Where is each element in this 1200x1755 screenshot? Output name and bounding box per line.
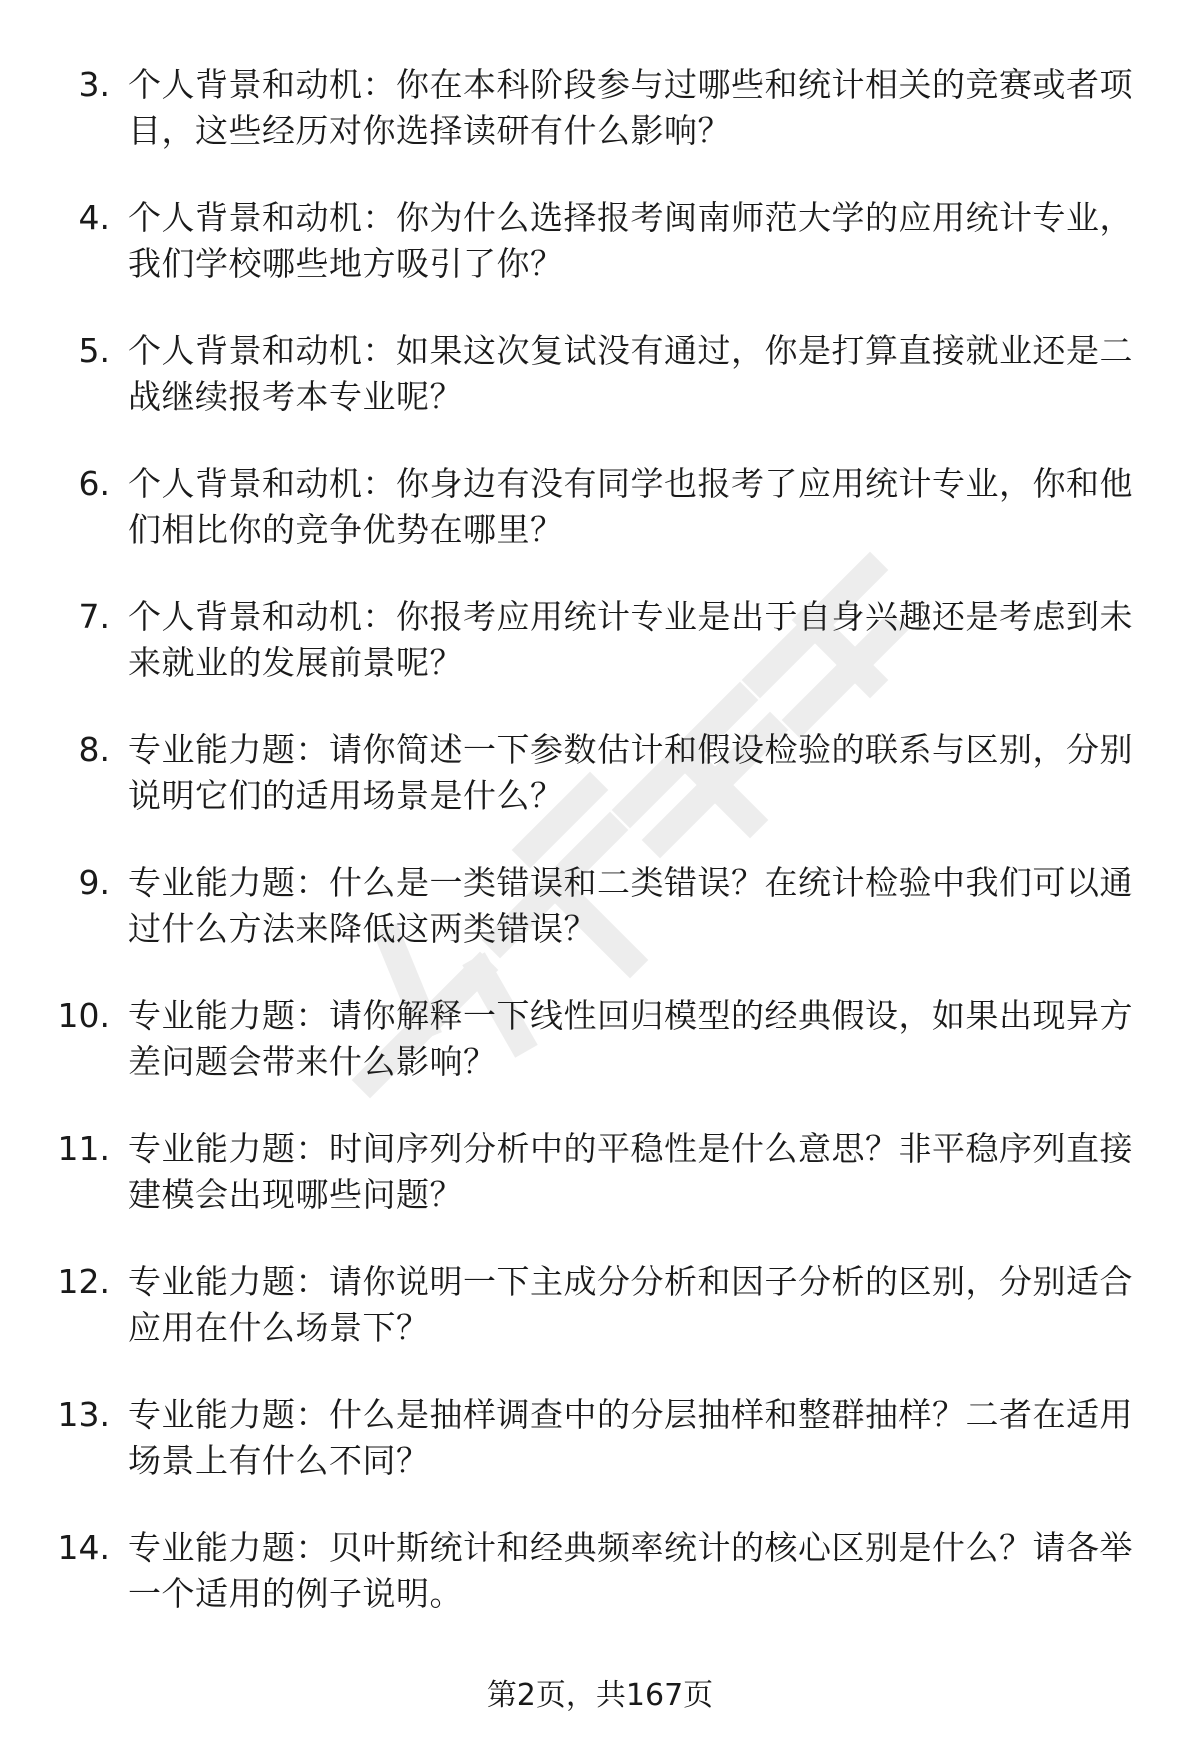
page-footer: 第2页，共167页 bbox=[486, 1678, 714, 1713]
question-number: 10. bbox=[57, 996, 110, 1035]
list-item bbox=[0, 993, 1200, 1086]
list-item bbox=[0, 594, 1200, 687]
list-item bbox=[0, 461, 1200, 554]
question-number: 5. bbox=[78, 331, 110, 370]
question-text: 专业能力题：时间序列分析中的平稳性是什么意思？非平稳序列直接建模会出现哪些问题？ bbox=[128, 1129, 1133, 1214]
question-number: 8. bbox=[78, 730, 110, 769]
question-number: 13. bbox=[57, 1395, 110, 1434]
question-number: 6. bbox=[78, 464, 110, 503]
question-number: 12. bbox=[57, 1262, 110, 1301]
list-item bbox=[0, 195, 1200, 288]
list-item bbox=[0, 727, 1200, 820]
question-text: 专业能力题：请你简述一下参数估计和假设检验的联系与区别，分别说明它们的适用场景是什么？ bbox=[128, 730, 1133, 815]
list-item bbox=[0, 1392, 1200, 1485]
question-text: 专业能力题：什么是抽样调查中的分层抽样和整群抽样？二者在适用场景上有什么不同？ bbox=[128, 1395, 1133, 1480]
question-number: 9. bbox=[78, 863, 110, 902]
list-item bbox=[0, 62, 1200, 155]
list-item bbox=[0, 860, 1200, 953]
question-text: 专业能力题：请你解释一下线性回归模型的经典假设，如果出现异方差问题会带来什么影响？ bbox=[128, 996, 1133, 1081]
question-text: 个人背景和动机：你为什么选择报考闽南师范大学的应用统计专业，我们学校哪些地方吸引了你？ bbox=[128, 198, 1133, 283]
question-number: 11. bbox=[57, 1129, 110, 1168]
question-number: 4. bbox=[78, 198, 110, 237]
question-number: 3. bbox=[78, 65, 110, 104]
question-number: 14. bbox=[57, 1528, 110, 1567]
question-text: 个人背景和动机：你在本科阶段参与过哪些和统计相关的竞赛或者项目，这些经历对你选择读研有什么影响？ bbox=[128, 65, 1133, 150]
question-list bbox=[0, 62, 1200, 1658]
question-text: 个人背景和动机：如果这次复试没有通过，你是打算直接就业还是二战继续报考本专业呢？ bbox=[128, 331, 1133, 416]
question-text: 个人背景和动机：你身边有没有同学也报考了应用统计专业，你和他们相比你的竞争优势在哪里？ bbox=[128, 464, 1133, 549]
question-number: 7. bbox=[78, 597, 110, 636]
question-text: 专业能力题：请你说明一下主成分分析和因子分析的区别，分别适合应用在什么场景下？ bbox=[128, 1262, 1133, 1347]
list-item bbox=[0, 1126, 1200, 1219]
list-item bbox=[0, 328, 1200, 421]
question-text: 专业能力题：什么是一类错误和二类错误？在统计检验中我们可以通过什么方法来降低这两类错误？ bbox=[128, 863, 1133, 948]
question-text: 个人背景和动机：你报考应用统计专业是出于自身兴趣还是考虑到未来就业的发展前景呢？ bbox=[128, 597, 1133, 682]
question-text: 专业能力题：贝叶斯统计和经典频率统计的核心区别是什么？请各举一个适用的例子说明。 bbox=[128, 1528, 1133, 1613]
list-item bbox=[0, 1259, 1200, 1352]
list-item bbox=[0, 1525, 1200, 1618]
